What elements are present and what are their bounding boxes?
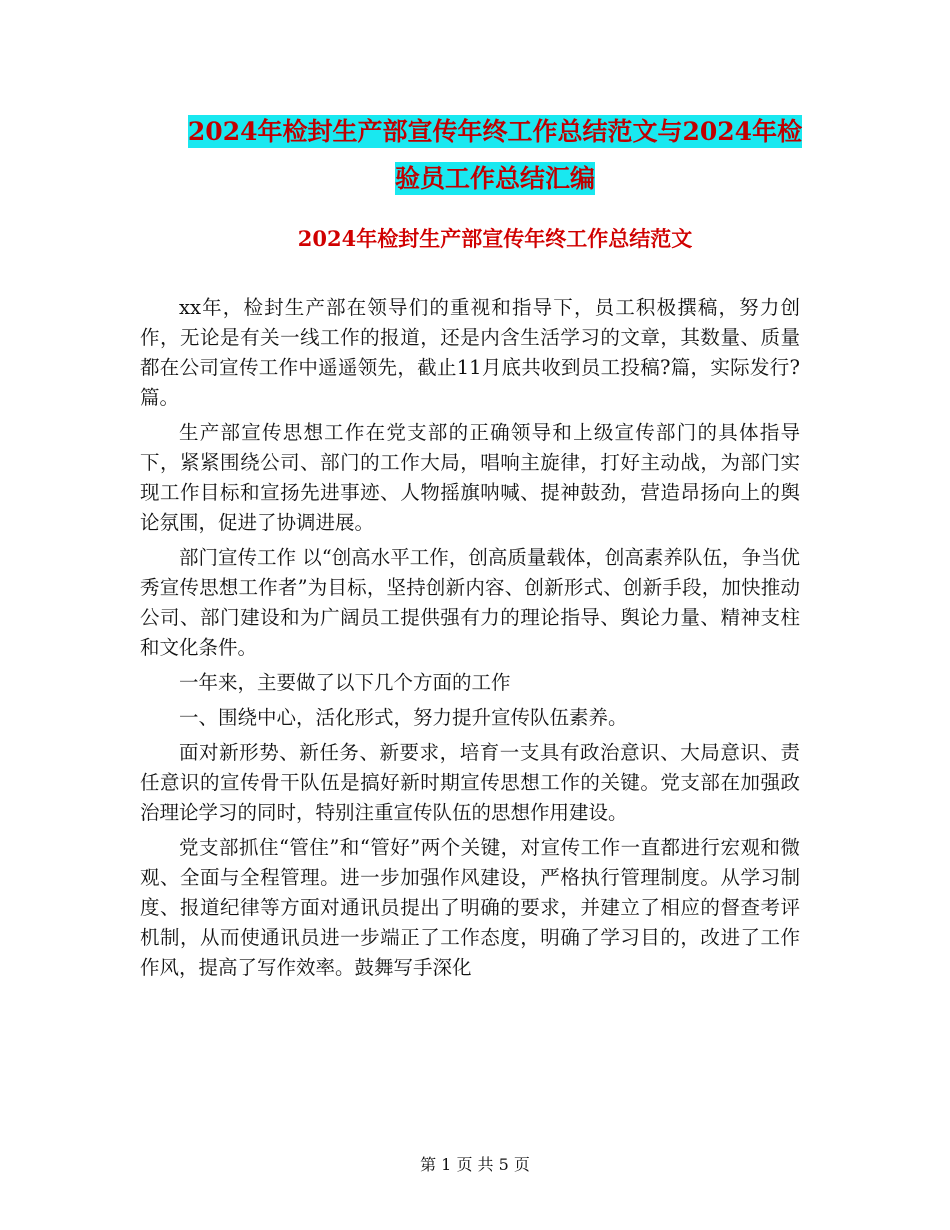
document-title <box>140 108 850 202</box>
paragraph: xx年，检封生产部在领导们的重视和指导下，员工积极撰稿，努力创作，无论是有关一线工作的报道，还是内含生活学习的文章，其数量、质量都在公司宣传工作中遥遥领先，截止11月底共收到员工投稿?篇，实际发行?篇。 <box>140 296 800 409</box>
document-title-line-2: 验员工作总结汇编 <box>394 164 595 193</box>
page-number-footer: 第 1 页 共 5 页 <box>420 1155 530 1174</box>
paragraph: 生产部宣传思想工作在党支部的正确领导和上级宣传部门的具体指导下，紧紧围绕公司、部门的工作大局，唱响主旋律，打好主动战，为部门实现工作目标和宣扬先进事迹、人物摇旗呐喊、提神鼓劲，营造昂扬向上的舆论氛围，促进了协调进展。 <box>140 421 800 534</box>
paragraph: 一年来，主要做了以下几个方面的工作 <box>179 671 511 694</box>
paragraph: 面对新形势、新任务、新要求，培育一支具有政治意识、大局意识、责任意识的宣传骨干队伍是搞好新时期宣传思想工作的关键。党支部在加强政治理论学习的同时，特别注重宣传队伍的思想作用建设。 <box>140 741 800 824</box>
paragraph: 部门宣传工作 以“创高水平工作，创高质量载体，创高素养队伍，争当优秀宣传思想工作者”为目标，坚持创新内容、创新形式、创新手段，加快推动公司、部门建设和为广阔员工提供强有力的理论指导、舆论力量、精神支柱和文化条件。 <box>140 546 800 659</box>
section-title: 2024年检封生产部宣传年终工作总结范文 <box>297 226 693 251</box>
paragraph: 一、围绕中心，活化形式，努力提升宣传队伍素养。 <box>179 706 628 729</box>
document-body <box>140 293 800 988</box>
paragraph: 党支部抓住“管住”和“管好”两个关键，对宣传工作一直都进行宏观和微观、全面与全程管理。进一步加强作风建设，严格执行管理制度。从学习制度、报道纪律等方面对通讯员提出了明确的要求，并建立了相应的督查考评机制，从而使通讯员进一步端正了工作态度，明确了学习目的，改进了工作作风，提高了写作效率。鼓舞写手深化 <box>140 836 800 979</box>
document-title-line-1: 2024年检封生产部宣传年终工作总结范文与2024年检 <box>187 117 803 146</box>
